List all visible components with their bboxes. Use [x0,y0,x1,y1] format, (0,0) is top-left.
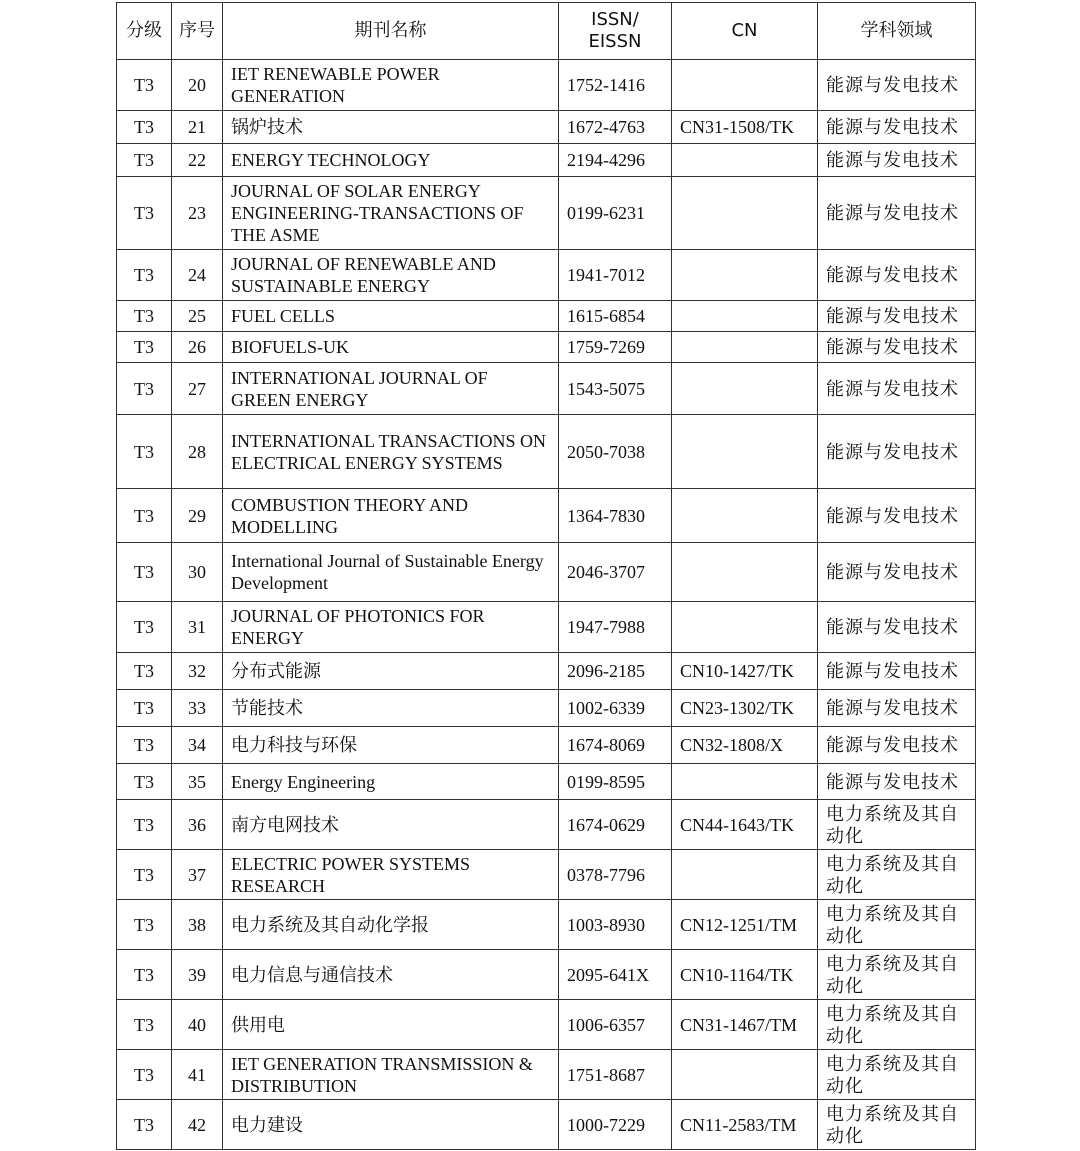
cell-grade: T3 [117,111,172,144]
table-row [117,690,976,727]
cell-cn: CN23-1302/TK [672,690,818,727]
cell-number: 34 [172,727,223,764]
table-row [117,727,976,764]
cell-field: 能源与发电技术 [818,415,976,489]
cell-grade: T3 [117,1050,172,1100]
cell-field: 电力系统及其自动化 [818,900,976,950]
cell-number: 39 [172,950,223,1000]
cell-number: 26 [172,332,223,363]
cell-journal-name: BIOFUELS-UK [223,332,559,363]
cell-journal-name: ENERGY TECHNOLOGY [223,144,559,177]
cell-number: 31 [172,602,223,653]
cell-issn: 2050-7038 [559,415,672,489]
cell-number: 32 [172,653,223,690]
cell-field: 能源与发电技术 [818,653,976,690]
cell-issn: 1674-8069 [559,727,672,764]
cell-field: 能源与发电技术 [818,332,976,363]
cell-cn [672,60,818,111]
table-row [117,900,976,950]
header-issn: ISSN/ EISSN [559,3,672,60]
cell-journal-name: ELECTRIC POWER SYSTEMS RESEARCH [223,850,559,900]
table-row [117,489,976,543]
cell-number: 33 [172,690,223,727]
table-row [117,1000,976,1050]
cell-journal-name: 电力科技与环保 [223,727,559,764]
cell-journal-name: 供用电 [223,1000,559,1050]
cell-field: 能源与发电技术 [818,301,976,332]
table-row [117,602,976,653]
cell-field: 电力系统及其自动化 [818,800,976,850]
cell-issn: 1759-7269 [559,332,672,363]
cell-issn: 1672-4763 [559,111,672,144]
cell-journal-name: FUEL CELLS [223,301,559,332]
cell-journal-name: IET GENERATION TRANSMISSION & DISTRIBUTION [223,1050,559,1100]
cell-field: 能源与发电技术 [818,764,976,800]
cell-journal-name: INTERNATIONAL TRANSACTIONS ON ELECTRICAL ENERGY SYSTEMS [223,415,559,489]
cell-cn [672,602,818,653]
cell-cn [672,764,818,800]
cell-grade: T3 [117,690,172,727]
cell-issn: 2194-4296 [559,144,672,177]
cell-cn: CN12-1251/TM [672,900,818,950]
journal-table [116,2,976,1150]
cell-number: 38 [172,900,223,950]
cell-issn: 0378-7796 [559,850,672,900]
header-cn: CN [672,3,818,60]
cell-field: 能源与发电技术 [818,602,976,653]
cell-journal-name: 南方电网技术 [223,800,559,850]
cell-number: 36 [172,800,223,850]
cell-grade: T3 [117,602,172,653]
cell-cn [672,415,818,489]
cell-issn: 2046-3707 [559,543,672,602]
cell-number: 41 [172,1050,223,1100]
cell-grade: T3 [117,727,172,764]
cell-issn: 1751-8687 [559,1050,672,1100]
table-row [117,250,976,301]
cell-journal-name: JOURNAL OF RENEWABLE AND SUSTAINABLE ENERGY [223,250,559,301]
header-row [117,3,976,60]
cell-journal-name: 锅炉技术 [223,111,559,144]
header-grade: 分级 [117,3,172,60]
cell-grade: T3 [117,332,172,363]
table-row [117,1100,976,1150]
cell-cn: CN32-1808/X [672,727,818,764]
cell-issn: 1003-8930 [559,900,672,950]
cell-cn: CN31-1467/TM [672,1000,818,1050]
cell-grade: T3 [117,301,172,332]
cell-cn [672,301,818,332]
cell-number: 28 [172,415,223,489]
cell-field: 电力系统及其自动化 [818,1000,976,1050]
table-row [117,653,976,690]
cell-journal-name: 电力信息与通信技术 [223,950,559,1000]
table-row [117,301,976,332]
cell-issn: 1752-1416 [559,60,672,111]
cell-grade: T3 [117,800,172,850]
header-field: 学科领域 [818,3,976,60]
cell-journal-name: 节能技术 [223,690,559,727]
cell-journal-name: International Journal of Sustainable Energy Development [223,543,559,602]
cell-cn [672,489,818,543]
table-row [117,950,976,1000]
cell-cn: CN31-1508/TK [672,111,818,144]
cell-issn: 1947-7988 [559,602,672,653]
cell-grade: T3 [117,900,172,950]
cell-grade: T3 [117,415,172,489]
cell-grade: T3 [117,764,172,800]
cell-grade: T3 [117,363,172,415]
cell-grade: T3 [117,144,172,177]
cell-grade: T3 [117,177,172,250]
cell-issn: 2095-641X [559,950,672,1000]
cell-field: 能源与发电技术 [818,690,976,727]
cell-grade: T3 [117,653,172,690]
cell-journal-name: COMBUSTION THEORY AND MODELLING [223,489,559,543]
table-row [117,177,976,250]
cell-cn [672,543,818,602]
cell-number: 21 [172,111,223,144]
header-no: 序号 [172,3,223,60]
cell-cn: CN10-1164/TK [672,950,818,1000]
cell-journal-name: INTERNATIONAL JOURNAL OF GREEN ENERGY [223,363,559,415]
cell-number: 20 [172,60,223,111]
cell-field: 能源与发电技术 [818,144,976,177]
table-row [117,1050,976,1100]
cell-journal-name: 分布式能源 [223,653,559,690]
cell-journal-name: JOURNAL OF SOLAR ENERGY ENGINEERING-TRANSACTIONS OF THE ASME [223,177,559,250]
cell-field: 能源与发电技术 [818,727,976,764]
cell-journal-name: 电力系统及其自动化学报 [223,900,559,950]
cell-grade: T3 [117,543,172,602]
cell-journal-name: Energy Engineering [223,764,559,800]
cell-field: 能源与发电技术 [818,250,976,301]
table-row [117,60,976,111]
table-row [117,543,976,602]
cell-field: 电力系统及其自动化 [818,950,976,1000]
cell-field: 能源与发电技术 [818,489,976,543]
cell-cn [672,850,818,900]
cell-grade: T3 [117,950,172,1000]
cell-number: 40 [172,1000,223,1050]
cell-field: 电力系统及其自动化 [818,1100,976,1150]
cell-cn: CN11-2583/TM [672,1100,818,1150]
cell-grade: T3 [117,250,172,301]
cell-grade: T3 [117,1100,172,1150]
cell-issn: 1006-6357 [559,1000,672,1050]
cell-number: 37 [172,850,223,900]
cell-issn: 1000-7229 [559,1100,672,1150]
cell-field: 能源与发电技术 [818,363,976,415]
cell-cn [672,363,818,415]
cell-field: 电力系统及其自动化 [818,850,976,900]
cell-number: 24 [172,250,223,301]
cell-number: 35 [172,764,223,800]
table-row [117,363,976,415]
cell-number: 23 [172,177,223,250]
cell-journal-name: IET RENEWABLE POWER GENERATION [223,60,559,111]
cell-number: 29 [172,489,223,543]
cell-cn [672,144,818,177]
cell-journal-name: JOURNAL OF PHOTONICS FOR ENERGY [223,602,559,653]
table-row [117,850,976,900]
cell-cn [672,1050,818,1100]
table-row [117,111,976,144]
cell-field: 电力系统及其自动化 [818,1050,976,1100]
cell-issn: 0199-8595 [559,764,672,800]
cell-number: 42 [172,1100,223,1150]
cell-grade: T3 [117,1000,172,1050]
cell-issn: 2096-2185 [559,653,672,690]
cell-issn: 1543-5075 [559,363,672,415]
cell-issn: 1615-6854 [559,301,672,332]
cell-grade: T3 [117,60,172,111]
cell-field: 能源与发电技术 [818,543,976,602]
cell-cn [672,332,818,363]
cell-journal-name: 电力建设 [223,1100,559,1150]
cell-grade: T3 [117,489,172,543]
cell-cn [672,250,818,301]
cell-issn: 1674-0629 [559,800,672,850]
cell-number: 22 [172,144,223,177]
table-row [117,332,976,363]
cell-issn: 1941-7012 [559,250,672,301]
cell-field: 能源与发电技术 [818,177,976,250]
header-name: 期刊名称 [223,3,559,60]
cell-field: 能源与发电技术 [818,60,976,111]
table-row [117,144,976,177]
cell-number: 27 [172,363,223,415]
cell-issn: 0199-6231 [559,177,672,250]
cell-field: 能源与发电技术 [818,111,976,144]
table-row [117,800,976,850]
cell-cn [672,177,818,250]
cell-cn: CN44-1643/TK [672,800,818,850]
table-row [117,764,976,800]
cell-issn: 1364-7830 [559,489,672,543]
cell-number: 30 [172,543,223,602]
table-row [117,415,976,489]
cell-number: 25 [172,301,223,332]
cell-grade: T3 [117,850,172,900]
cell-issn: 1002-6339 [559,690,672,727]
cell-cn: CN10-1427/TK [672,653,818,690]
